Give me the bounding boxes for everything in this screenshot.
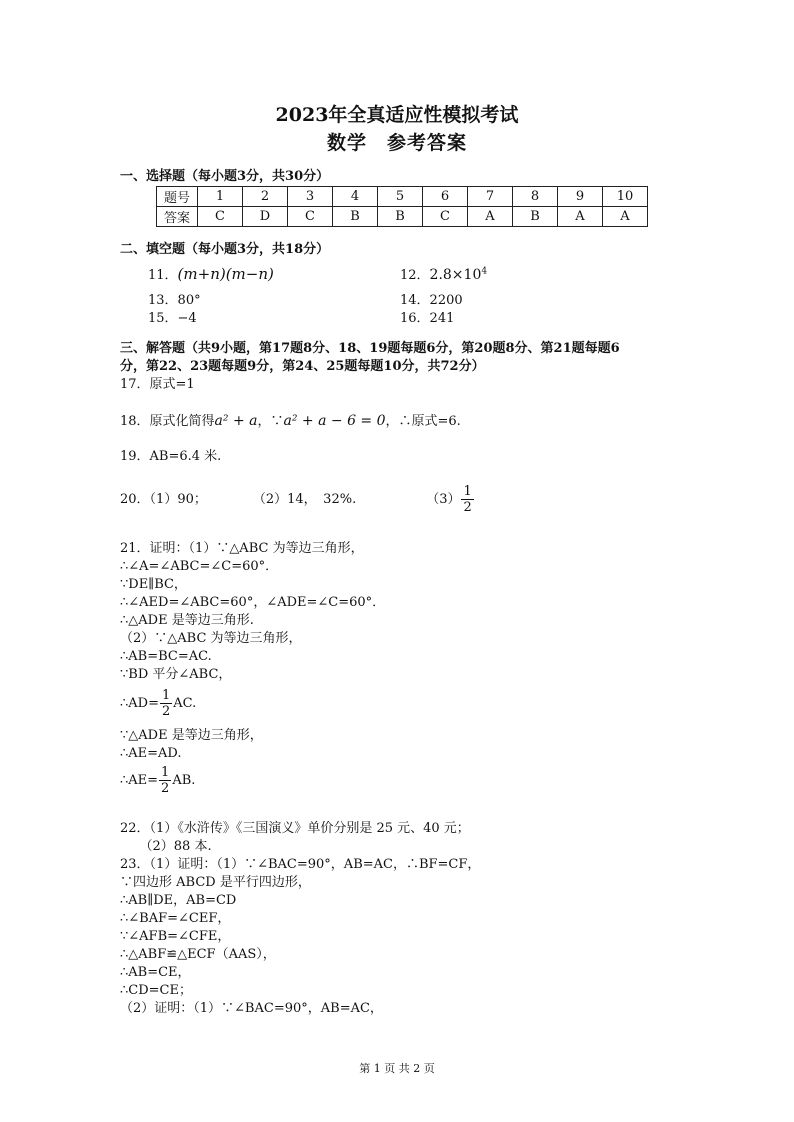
solution-20 (120, 484, 475, 515)
answer-cell: C (423, 207, 468, 227)
formula-base: 2.8×10 (429, 267, 482, 283)
fraction (159, 765, 171, 796)
solution-23-line: ∴AB=CE， (120, 965, 191, 980)
exam-title: 2023年全真适应性模拟考试 (275, 104, 519, 126)
solution-23-line: ∴∠BAF=∠CEF， (120, 911, 231, 926)
text: AB. (172, 773, 196, 788)
solution-21-ad (120, 688, 196, 719)
row-label: 答案 (157, 207, 198, 227)
choice-answer-table (156, 186, 648, 227)
question-number: 5 (378, 187, 423, 207)
solution-21-line: 21．证明：（1）∵△ABC 为等边三角形， (120, 541, 364, 556)
text: ∴AE= (120, 773, 159, 788)
text: 18．原式化简得 (120, 414, 215, 429)
answer-cell: B (378, 207, 423, 227)
answer-cell: D (243, 207, 288, 227)
section-fill-heading: 二、填空题（每小题3分，共18分） (120, 242, 330, 257)
table-row (157, 187, 648, 207)
solution-21-line: ∴AB=BC=AC. (120, 649, 212, 664)
solution-23-line: ∴CD=CE； (120, 983, 192, 998)
solution-21-line: ∵DE∥BC， (120, 577, 187, 592)
question-number: 2 (243, 187, 288, 207)
fill-answer-11 (148, 264, 274, 283)
question-number: 6 (423, 187, 468, 207)
solution-23-line: ∵∠AFB=∠CFE， (120, 929, 231, 944)
formula: a² + a − 6 = 0 (283, 413, 386, 429)
section-solve-heading-line1: 三、解答题（共9小题，第17题8分、18、19题每题6分，第20题8分、第21题每题6 (120, 341, 620, 356)
fraction (160, 688, 172, 719)
solution-23-line: ∴△ABF≌△ECF（AAS）， (120, 947, 276, 962)
solution-22-line: 22．（1）《水浒传》《三国演义》单价分别是 25 元、40 元； (120, 821, 470, 836)
solution-23-line: ∴AB∥DE，AB=CD (120, 893, 237, 908)
fill-answer-13: 13．80° (148, 293, 201, 308)
text: 20．（1）90； (120, 492, 207, 507)
solution-21-line: ∴∠AED=∠ABC=60°，∠ADE=∠C=60°． (120, 595, 386, 610)
formula: a² + a (214, 413, 258, 429)
solution-23-line: ∵四边形 ABCD 是平行四边形， (120, 875, 311, 890)
row-label: 题号 (157, 187, 198, 207)
answer-cell: B (333, 207, 378, 227)
answer-cell: C (198, 207, 243, 227)
solution-21-line: ∵△ADE 是等边三角形， (120, 728, 263, 743)
text: ，∵ (257, 414, 284, 429)
fill-answer-15: 15．−4 (148, 311, 197, 326)
solution-21-line: ∴AE=AD. (120, 746, 182, 761)
fraction-denominator: 2 (161, 781, 170, 796)
solution-21-line: ∴∠A=∠ABC=∠C=60°． (120, 559, 279, 574)
text: （3） (426, 492, 461, 507)
solution-23-line: （2）证明：（1）∵∠BAC=90°，AB=AC， (120, 1001, 383, 1016)
text: AC. (173, 696, 197, 711)
question-number: 7 (468, 187, 513, 207)
text: ∴AD= (120, 696, 159, 711)
exam-subtitle: 数学 参考答案 (326, 132, 467, 154)
fill-answer-14: 14．2200 (400, 293, 463, 308)
formula-exponent: 4 (481, 266, 488, 277)
question-number: 1 (198, 187, 243, 207)
text: （2）14， 32%. (252, 492, 357, 507)
fraction (461, 484, 473, 515)
answer-cell: B (513, 207, 558, 227)
question-number: 9 (558, 187, 603, 207)
text: ，∴原式=6. (385, 414, 461, 429)
solution-23-line: 23．（1）证明：（1）∵∠BAC=90°，AB=AC，∴BF=CF， (120, 857, 481, 872)
table-row (157, 207, 648, 227)
answer-cell: A (558, 207, 603, 227)
solution-19: 19．AB=6.4 米. (120, 449, 222, 464)
answer-cell: C (288, 207, 333, 227)
solution-18 (120, 412, 461, 431)
solution-21-ae (120, 765, 195, 796)
question-number: 12． (400, 268, 430, 283)
question-number: 11． (148, 268, 178, 283)
question-number: 4 (333, 187, 378, 207)
section-solve-heading-line2: 分，第22、23题每题9分，第24、25题每题10分，共72分） (120, 359, 485, 374)
section-choice-heading: 一、选择题（每小题3分，共30分） (120, 169, 330, 184)
answer-cell: A (603, 207, 648, 227)
page-footer: 第 1 页 共 2 页 (359, 1062, 435, 1075)
fraction-numerator: 1 (161, 765, 170, 780)
answer-cell: A (468, 207, 513, 227)
question-number: 10 (603, 187, 648, 207)
question-number: 8 (513, 187, 558, 207)
fraction-denominator: 2 (463, 500, 472, 515)
fraction-numerator: 1 (161, 688, 171, 703)
fill-answer-12 (400, 264, 487, 283)
solution-21-line: ∵BD 平分∠ABC， (120, 667, 232, 682)
fill-answer-16: 16．241 (400, 311, 455, 326)
solution-22-line: （2）88 本. (120, 839, 212, 854)
formula: (m+n)(m−n) (177, 265, 274, 283)
solution-17: 17．原式=1 (120, 377, 195, 392)
fraction-denominator: 2 (161, 704, 171, 719)
fraction-numerator: 1 (463, 484, 472, 499)
question-number: 3 (288, 187, 333, 207)
solution-21-line: ∴△ADE 是等边三角形. (120, 613, 254, 628)
solution-21-line: （2）∵△ABC 为等边三角形， (120, 631, 302, 646)
